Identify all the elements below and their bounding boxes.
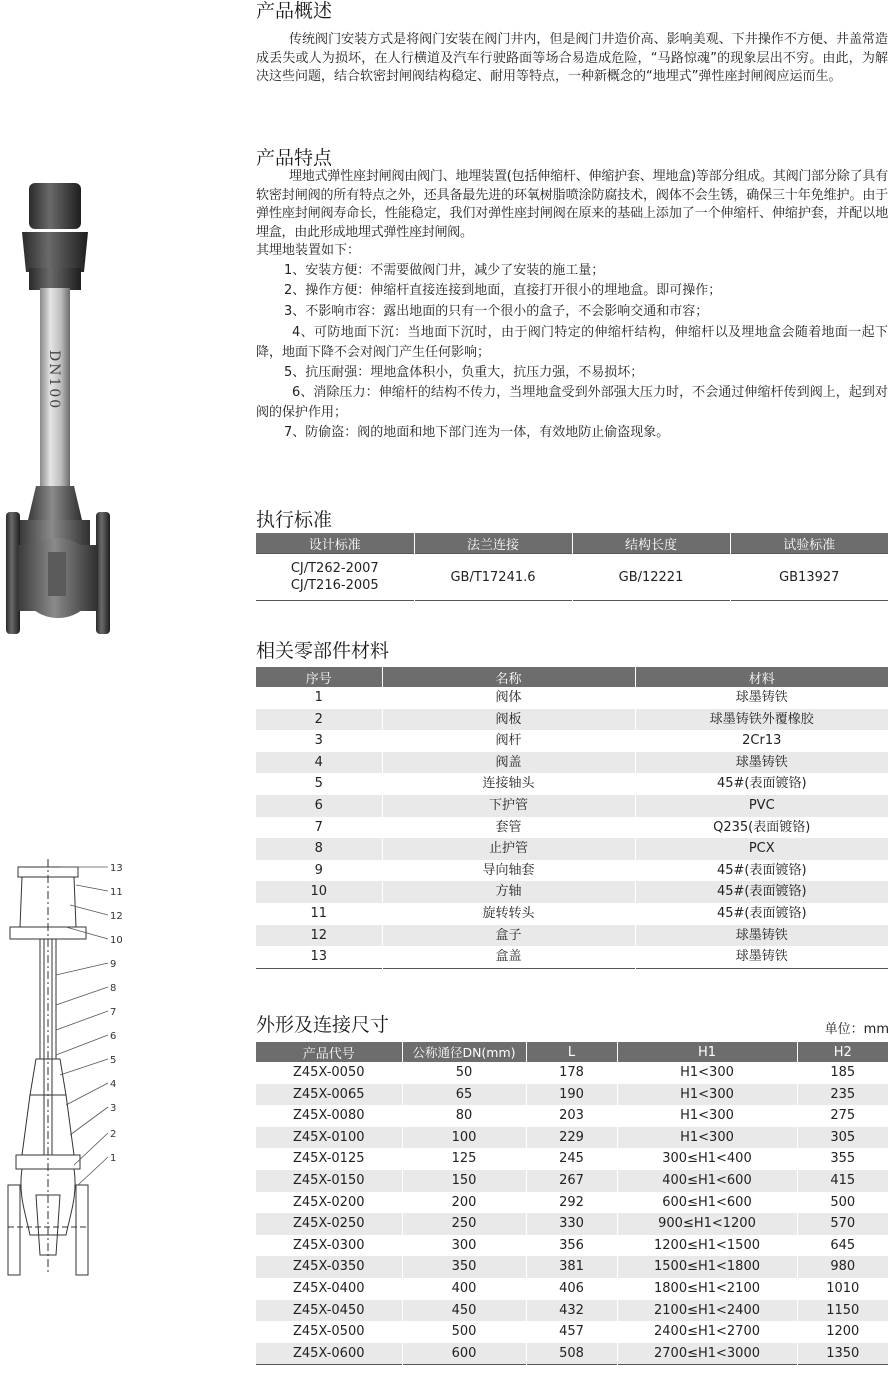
table-cell: H1<300 [617, 1127, 797, 1149]
part-number: 11 [110, 887, 123, 898]
table-row [256, 752, 888, 774]
dimensions-title: 外形及连接尺寸 [256, 1014, 390, 1036]
table-row [256, 838, 888, 860]
table-cell: 9 [314, 862, 323, 878]
design-standard-1: CJ/T262-2007 [290, 561, 379, 576]
feature-item: 3、不影响市容：露出地面的只有一个很小的盒子，不会影响交通和市容； [284, 303, 709, 319]
table-cell: 2400≤H1<2700 [617, 1321, 797, 1343]
feature-item: 7、防偷盗：阀的地面和地下部门连为一体，有效地防止偷盗现象。 [284, 425, 670, 441]
table-cell: 229 [526, 1127, 617, 1149]
overview-text [256, 31, 888, 87]
table-cell: Z45X-0450 [256, 1300, 402, 1322]
table-cell: 150 [402, 1170, 526, 1192]
table-cell: 3 [314, 733, 323, 749]
table-cell: 阀杆 [382, 730, 635, 752]
overview-paragraph: 传统阀门安装方式是将阀门安装在阀门井内，但是阀门井造价高、影响美观、下井操作不方便、井盖常造成丢失或人为损坏，在人行横道及汽车行驶路面等场合易造成危险，“马路惊魂”的现象层出不穷。由此，为解决这些问题，结合软密封闸阀结构稳定、耐用等特点，一种新概念的“地埋式”弹性座封闸阀应运而生。 [256, 32, 888, 84]
table-cell: 8 [256, 838, 382, 860]
table-row [256, 1278, 888, 1300]
test-standard: GB13927 [730, 554, 888, 601]
materials-header: 名称 [382, 667, 635, 687]
table-cell: Z45X-0150 [256, 1170, 402, 1192]
table-cell: 盒盖 [382, 946, 635, 968]
dimensions-header: 产品代号 [256, 1042, 402, 1062]
table-cell: 2 [256, 709, 382, 731]
table-cell: 2Cr13 [635, 730, 888, 752]
table-cell: 45#(表面镀铬) [635, 860, 888, 882]
table-cell: 球墨铸铁外覆橡胶 [635, 709, 888, 731]
table-cell: 1150 [797, 1300, 888, 1322]
table-cell: 450 [402, 1300, 526, 1322]
feature-item: 5、抗压耐强：埋地盒体积小，负重大，抗压力强，不易损坏； [284, 364, 644, 380]
table-cell: 400 [402, 1278, 526, 1300]
table-cell: 600≤H1<600 [617, 1192, 797, 1214]
part-number-labels [110, 863, 123, 1164]
table-cell: 阀板 [382, 709, 635, 731]
table-cell: 套管 [382, 817, 635, 839]
table-cell: 1200 [797, 1321, 888, 1343]
table-cell: 355 [797, 1148, 888, 1170]
table-row [256, 881, 888, 903]
table-cell: 65 [402, 1084, 526, 1106]
table-row [256, 730, 888, 752]
table-cell: 300 [402, 1235, 526, 1257]
table-row [256, 1084, 888, 1106]
table-row [256, 860, 888, 882]
table-cell: H1<300 [617, 1105, 797, 1127]
table-cell: 500 [402, 1321, 526, 1343]
dimensions-header: H2 [797, 1042, 888, 1062]
part-number: 12 [110, 911, 123, 922]
table-row [256, 1170, 888, 1192]
table-cell: 100 [402, 1127, 526, 1149]
part-number: 13 [110, 863, 123, 874]
overview-title: 产品概述 [256, 0, 333, 22]
table-cell: 13 [310, 949, 328, 965]
table-cell: 600 [402, 1343, 526, 1365]
table-cell: 300≤H1<400 [617, 1148, 797, 1170]
table-cell: 1010 [797, 1278, 888, 1300]
table-cell: 1350 [797, 1343, 888, 1365]
table-cell: 球墨铸铁 [635, 752, 888, 774]
table-cell: Z45X-0500 [293, 1324, 365, 1340]
table-cell: PCX [635, 838, 888, 860]
table-cell: 方轴 [382, 881, 635, 903]
table-cell: 12 [256, 925, 382, 947]
table-cell: 570 [797, 1213, 888, 1235]
standards-header: 法兰连接 [414, 533, 572, 554]
feature-item: 2、操作方便：伸缩杆直接连接到地面，直接打开很小的埋地盒。即可操作； [284, 283, 722, 299]
standards-header: 结构长度 [572, 533, 730, 554]
table-cell: 80 [402, 1105, 526, 1127]
table-row [256, 925, 888, 947]
table-cell: 432 [526, 1300, 617, 1322]
table-cell: PVC [635, 795, 888, 817]
feature-item: 4、可防地面下沉：当地面下沉时，由于阀门特定的伸缩杆结构，伸缩杆以及埋地盒会随着地面一起下降，地面下降不会对阀门产生任何影响； [256, 324, 888, 360]
table-row [256, 1235, 888, 1257]
table-cell: 178 [526, 1062, 617, 1084]
part-number: 10 [110, 935, 123, 946]
table-row [256, 903, 888, 925]
table-cell: 350 [402, 1256, 526, 1278]
features-title: 产品特点 [256, 147, 333, 169]
table-row [256, 709, 888, 731]
dimensions-table [256, 1042, 888, 1365]
table-cell: 50 [402, 1062, 526, 1084]
table-cell: Z45X-0125 [293, 1151, 365, 1167]
feature-item: 1、安装方便：不需要做阀门井，减少了安装的施工量； [284, 262, 605, 278]
materials-header: 序号 [256, 667, 382, 687]
table-row [256, 1300, 888, 1322]
table-row [256, 1256, 888, 1278]
table-cell: 203 [526, 1105, 617, 1127]
table-row [256, 1213, 888, 1235]
part-number: 3 [110, 1103, 117, 1114]
table-cell: 1200≤H1<1500 [617, 1235, 797, 1257]
dimensions-header: L [526, 1042, 617, 1062]
standards-title: 执行标准 [256, 509, 333, 531]
table-cell: Z45X-0300 [293, 1237, 365, 1253]
table-row [256, 1127, 888, 1149]
features-lead: 其埋地装置如下： [256, 243, 361, 258]
table-cell: Z45X-0080 [293, 1108, 365, 1124]
table-cell: 盒子 [382, 925, 635, 947]
table-cell: 900≤H1<1200 [617, 1213, 797, 1235]
feature-item: 6、消除压力：伸缩杆的结构不传力，当埋地盒受到外部强大压力时，不会通过伸缩杆传到阀上，起到对阀的保护作用； [256, 385, 888, 421]
table-cell: 旋转转头 [382, 903, 635, 925]
standards-row [256, 554, 888, 601]
table-cell: 45#(表面镀铬) [635, 773, 888, 795]
table-cell: 980 [797, 1256, 888, 1278]
part-number: 1 [110, 1153, 117, 1164]
table-cell: Z45X-0250 [256, 1213, 402, 1235]
table-cell: 2100≤H1<2400 [617, 1300, 797, 1322]
table-cell: 10 [256, 881, 382, 903]
design-standard [256, 554, 414, 601]
table-cell: Z45X-0400 [293, 1280, 365, 1296]
table-cell: 356 [526, 1235, 617, 1257]
table-cell: 185 [797, 1062, 888, 1084]
part-number: 6 [110, 1031, 117, 1042]
table-cell: 7 [314, 819, 323, 835]
table-row [256, 1321, 888, 1343]
table-cell: Z45X-0350 [256, 1256, 402, 1278]
table-cell: Z45X-0100 [256, 1127, 402, 1149]
table-cell: 415 [797, 1170, 888, 1192]
part-number: 2 [110, 1129, 117, 1140]
part-number: 7 [110, 1007, 117, 1018]
table-cell: 1800≤H1<2100 [617, 1278, 797, 1300]
table-row [256, 1062, 888, 1084]
part-number: 9 [110, 959, 117, 970]
standards-header: 设计标准 [256, 533, 414, 554]
table-row [256, 1192, 888, 1214]
pipe-label: DN100 [46, 350, 62, 411]
flange-standard: GB/T17241.6 [414, 554, 572, 601]
table-cell: H1<300 [617, 1062, 797, 1084]
features-intro: 埋地式弹性座封闸阀由阀门、地埋装置(包括伸缩杆、伸缩护套、埋地盒)等部分组成。其阀门部分除了具有软密封闸阀的所有特点之外，还具备最先进的环氧树脂喷涂防腐技术，阀体不会生锈，确保三十年免维护。由于弹性座封闸阀寿命长，性能稳定，我们对弹性座封闸阀在原来的基础上添加了一个伸缩杆、伸缩护套，并配以地埋盒，由此形成地埋式弹性座封闸阀。 [256, 169, 888, 240]
table-cell: 292 [526, 1192, 617, 1214]
table-cell: 200 [402, 1192, 526, 1214]
valve-photo [0, 0, 250, 650]
table-cell: 275 [797, 1105, 888, 1127]
table-cell: 508 [526, 1343, 617, 1365]
table-cell: Z45X-0050 [293, 1065, 365, 1080]
table-cell: 2700≤H1<3000 [617, 1343, 797, 1365]
left-figures [0, 0, 250, 1382]
standards-header: 试验标准 [730, 533, 888, 554]
table-cell: 下护管 [382, 795, 635, 817]
table-cell: 457 [526, 1321, 617, 1343]
table-cell: 645 [797, 1235, 888, 1257]
table-cell: 阀体 [382, 687, 635, 709]
design-standard-2: CJ/T216-2005 [290, 578, 379, 593]
materials-header: 材料 [635, 667, 888, 687]
table-cell: H1<300 [617, 1084, 797, 1106]
table-row [256, 1148, 888, 1170]
table-cell: 500 [797, 1192, 888, 1214]
features-text [256, 168, 888, 444]
unit-label: 单位：mm [824, 1022, 889, 1037]
table-row [256, 687, 888, 709]
table-cell: 381 [526, 1256, 617, 1278]
table-cell: 190 [526, 1084, 617, 1106]
table-row [256, 946, 888, 968]
table-row [256, 773, 888, 795]
table-cell: 球墨铸铁 [635, 687, 888, 709]
dimensions-header: 公称通径DN(mm) [402, 1042, 526, 1062]
table-cell: 45#(表面镀铬) [635, 881, 888, 903]
table-cell: 305 [797, 1127, 888, 1149]
table-cell: 球墨铸铁 [635, 925, 888, 947]
table-cell: 5 [314, 776, 323, 792]
table-row [256, 1343, 888, 1365]
table-cell: 125 [402, 1148, 526, 1170]
sectional-drawing [0, 855, 250, 1285]
table-cell: 245 [526, 1148, 617, 1170]
table-cell: 1500≤H1<1800 [617, 1256, 797, 1278]
dimensions-header: H1 [617, 1042, 797, 1062]
materials-title: 相关零部件材料 [256, 640, 390, 662]
table-row [256, 817, 888, 839]
part-number: 4 [110, 1079, 117, 1090]
table-cell: 267 [526, 1170, 617, 1192]
table-cell: 1 [314, 690, 323, 705]
table-cell: Z45X-0600 [256, 1343, 402, 1365]
table-cell: 330 [526, 1213, 617, 1235]
table-cell: 阀盖 [382, 752, 635, 774]
table-row [256, 795, 888, 817]
table-cell: 250 [402, 1213, 526, 1235]
table-cell: 11 [310, 905, 328, 921]
table-cell: Z45X-0200 [293, 1194, 365, 1210]
table-cell: 406 [526, 1278, 617, 1300]
length-standard: GB/12221 [572, 554, 730, 601]
table-cell: 球墨铸铁 [635, 946, 888, 968]
table-cell: 400≤H1<600 [617, 1170, 797, 1192]
table-cell: 235 [797, 1084, 888, 1106]
part-number: 8 [110, 983, 117, 994]
table-cell: 6 [256, 795, 382, 817]
materials-table [256, 667, 888, 969]
table-cell: 4 [256, 752, 382, 774]
table-cell: 止护管 [382, 838, 635, 860]
table-row [256, 1105, 888, 1127]
part-number: 5 [110, 1055, 117, 1066]
table-cell: Z45X-0065 [256, 1084, 402, 1106]
standards-table [256, 533, 888, 601]
table-cell: 连接轴头 [382, 773, 635, 795]
table-cell: 导向轴套 [382, 860, 635, 882]
table-cell: 45#(表面镀铬) [635, 903, 888, 925]
table-cell: Q235(表面镀铬) [635, 817, 888, 839]
